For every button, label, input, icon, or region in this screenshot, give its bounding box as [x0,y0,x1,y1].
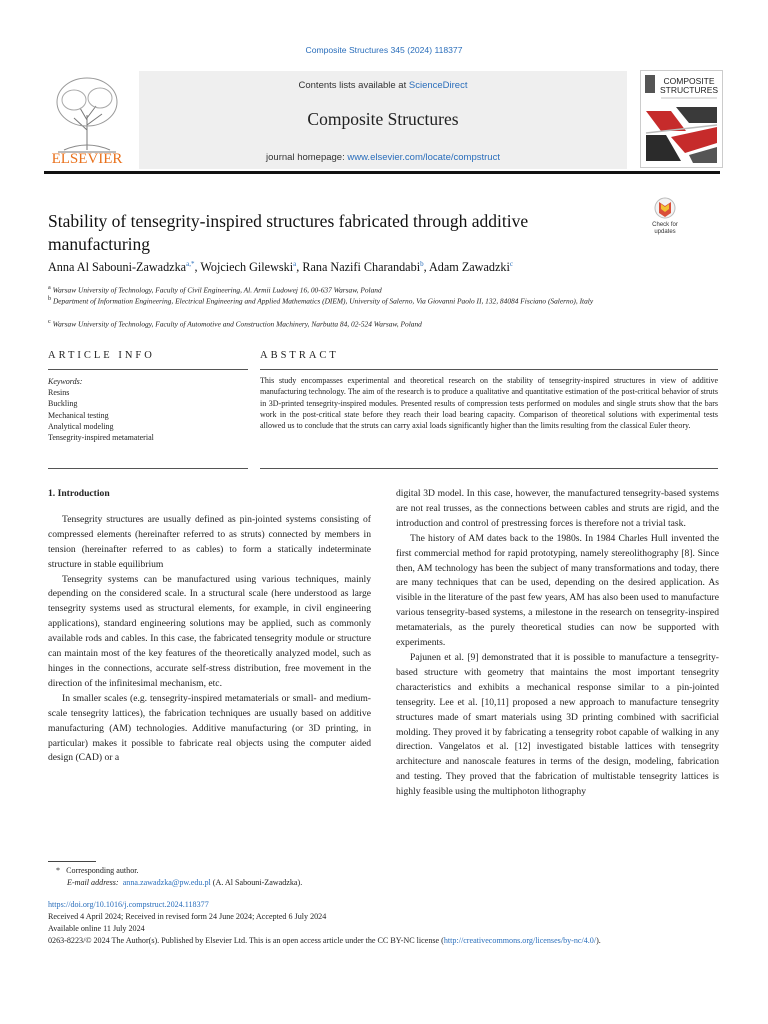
author-name: Rana Nazifi Charandabi [302,260,421,275]
footnote-rule [48,861,96,862]
contents-line: Contents lists available at ScienceDirect [298,80,468,91]
check-for-updates-badge[interactable] [645,195,685,235]
body-paragraph: Tensegrity structures are usually defined as pin-jointed systems consisting of compressed elements (hereinafter referred to as struts) connected by members in tension (hereinafter referred to as cables) to form a statically indeterminate structure in stable equilibrium [48,513,371,570]
license-link[interactable]: http://creativecommons.org/licenses/by-nc/4.0/ [443,936,597,945]
keywords-label: Keywords: [48,377,83,386]
author-affil-link[interactable]: a [293,260,297,268]
crossmark-icon [645,195,685,235]
article-meta [48,899,728,947]
body-paragraph: In smaller scales (e.g. tensegrity-inspired metamaterials or small- and medium-scale tensegrity lattices), the fabrication techniques are usually based on additive manufacturing (AM) technologies. Additive manufacturing (or 3D printing, in particular) makes it possible to fabricate real objects using the computer aided design (CAD) or a [48,692,371,764]
paper-title: Stability of tensegrity-inspired structures fabricated through additive manufacturing [48,211,529,254]
svg-text:updates: updates [654,229,676,235]
corresponding-note: * Corresponding author. [56,866,139,875]
email-link[interactable]: anna.zawadzka@pw.edu.pl [122,878,211,888]
received-dates: Received 4 April 2024; Received in revised form 24 June 2024; Accepted 6 July 2024 [48,912,327,921]
header-rule [44,171,720,174]
author-affil-link[interactable]: c [509,260,513,268]
journal-title: Composite Structures [307,109,459,129]
email-note: E-mail address: anna.zawadzka@pw.edu.pl (A. Al Sabouni-Zawadzka). [67,878,303,888]
keywords-list [48,376,238,443]
available-online: Available online 11 July 2024 [48,924,145,933]
affiliation: $^b$ Department of Information Engineering, Electrical Engineering and Applied Mathematics (DIEM), University of Salerno, Via Giovanni Paolo II, 132, 84084 Fisciano (Salerno), Italy [48,296,594,306]
journal-cover-thumbnail[interactable] [640,70,723,168]
footnotes [48,865,728,890]
abstract-bottom-rule [260,468,718,469]
cover-stripe [645,75,655,93]
abstract-text: This study encompasses experimental and theoretical research on the stability of tensegrity-inspired structures in view of additive manufacturing technology. The aim of the research is to produce a qualitative and quantitative estimation of the post-critical behavior of struts in 3D-printed tensegrity-inspired modules. Presented results of compression tests performed on modules and single struts show that the bars work in the post-critical state before they reach their load bearing capacity. Comparison of theoretical solutions with experimental tests allowed us to conclude that the struts can carry axial loads significantly higher than the limits resulting from the classical Euler theory. [260,376,718,431]
author-affil-link[interactable]: b [420,260,424,268]
cover-title-1: COMPOSITE [663,76,715,86]
author-list: Anna Al Sabouni-Zawadzka$^{a,*}$, Wojciech Gilewski$^a$, Rana Nazifi Charandabi$^b$, Adam Zawadzki$^c$ [48,260,513,275]
keyword: Analytical modeling [48,421,114,431]
copyright-line: 0263-8223/© 2024 The Author(s). Published by Elsevier Ltd. This is an open access article under the CC BY-NC license (http://creativecommons.org/licenses/by-nc/4.0/). [48,936,601,945]
body-paragraph: The history of AM dates back to the 1980s. In 1984 Charles Hull invented the first commercial method for rapid prototyping, namely stereolithography [8]. Since then, AM technology has been the subject of many transformations and today, there are many techniques that can be used, depending on the desired application. As visible in the literature of the past few years, AM has also been used to manufacture various tensegrity-based systems, a milestone in the research on tensegrity-inspired metamaterials, as the purely theoretical studies can now be supported with experiments. [396,532,719,649]
svg-text:Check for: Check for [652,222,678,228]
elsevier-wordmark: ELSEVIER [51,151,123,166]
abstract-rule [260,369,718,370]
body-paragraph: digital 3D model. In this case, however, the manufactured tensegrity-based systems are not real trusses, as the connections between cables and struts are rigid, and the introduction and control of prestressing forces is therefore not a trivial task. [396,488,719,529]
body-paragraph: Tensegrity systems can be manufactured using various techniques, mainly depending on the considered scale. In a structural scale (here understood as large tensegrity systems used as structural elements, for example, in civil engineering applications), standard engineering solutions may be applied, such as commonly available rods and cables. In this case, the fabricated tensegrity module or structure can maintain most of the key features of the theoretically analyzed model, such as hinges in the connections, accurate self-stress distribution, free movement in the direction of the infinitesimal mechanism, etc. [48,573,371,689]
journal-homepage-link[interactable]: www.elsevier.com/locate/compstruct [347,152,500,163]
body-left-column [48,487,371,766]
doi-link[interactable]: https://doi.org/10.1016/j.compstruct.2024.118377 [48,900,209,909]
body-right-column [396,487,719,800]
affiliation: $^c$ Warsaw University of Technology, Faculty of Automotive and Construction Machinery, Narbutta 84, 02-524 Warsaw, Poland [48,319,422,329]
info-bottom-rule [48,468,248,469]
cover-title-2: STRUCTURES [659,85,719,95]
keyword: Resins [48,388,70,398]
author-name: Adam Zawadzki [429,260,510,275]
body-paragraph: Pajunen et al. [9] demonstrated that it is possible to manufacture a tensegrity-based structure with geometry that maintains the most important tensegrity characteristics and exhibits a mechanical response similar to a pin-jointed tensegrity. Lee et al. [10,11] proposed a new approach to manufacture tensegrity structures made of smart materials using 3D printing combined with sacrificial molding. They proved it by fabricating a tensegrity robot capable of walking in any direction. Vangelatos et al. [12] investigated bistable lattices with tensegrity architecture and nanoscale features in terms of the design, modeling, fabrication and testing. They proved that the fabrication of multistable tensegrity lattices is highly feasible using the multiphoton lithography [396,651,719,798]
abstract-heading: ABSTRACT [260,350,339,361]
elsevier-tree-icon [44,70,130,166]
keyword: Mechanical testing [48,410,109,420]
info-rule [48,369,248,370]
journal-reference-link[interactable]: Composite Structures 345 (2024) 118377 [305,45,463,55]
keyword: Tensegrity-inspired metamaterial [48,433,154,443]
author-affil-link[interactable]: a,* [186,260,195,268]
sciencedirect-link[interactable]: ScienceDirect [408,80,468,91]
article-info-heading: ARTICLE INFO [48,350,155,361]
keyword: Buckling [48,399,78,409]
section-heading: 1. Introduction [48,488,110,499]
author-name: Wojciech Gilewski [200,260,294,275]
elsevier-logo[interactable] [44,70,130,166]
homepage-line: journal homepage: www.elsevier.com/locate/compstruct [266,152,500,163]
author-name: Anna Al Sabouni-Zawadzka [48,260,187,275]
affiliation: $^a$ Warsaw University of Technology, Faculty of Civil Engineering, Al. Armii Ludowej 16, 00-637 Warsaw, Poland [48,285,382,295]
